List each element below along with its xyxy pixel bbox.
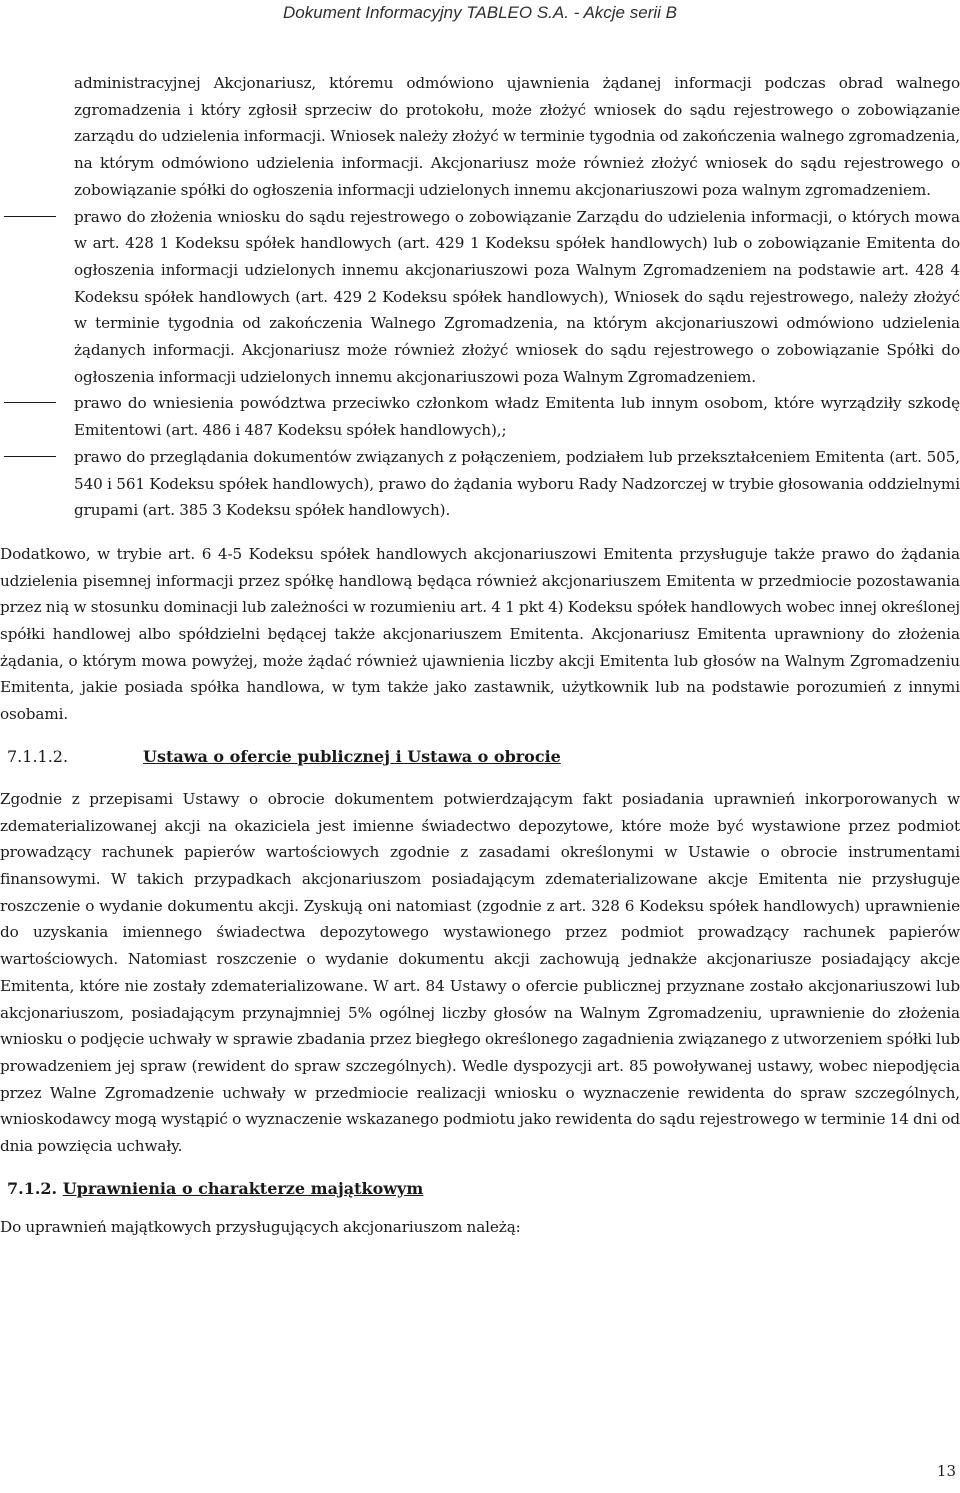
section-7-1-2-body: Do uprawnień majątkowych przysługujących akcjonariuszom należą: [0, 1217, 521, 1236]
section-number: 7.1.1.2. [7, 746, 69, 766]
section-number: 7.1.2. [7, 1178, 58, 1198]
dash-bullet-icon [4, 456, 56, 457]
section-heading-7-1-1-2 [0, 744, 960, 770]
dash-bullet-icon [4, 402, 56, 403]
section-heading-7-1-2 [0, 1176, 960, 1202]
bullet-text: prawo do złożenia wniosku do sądu rejestrowego o zobowiązanie Zarządu do udzielenia informacji, o których mowa w art. 428 1 Kodeksu spółek handlowych (art. 429 1 Kodeksu spółek handlowych) lub o zobowiązanie Emitenta do ogłoszenia informacji udzielonych innemu akcjonariuszowi poza Walnym Zgromadzeniem na podstawie art. 428 4 Kodeksu spółek handlowych (art. 429 2 Kodeksu spółek handlowych), Wniosek do sądu rejestrowego, należy złożyć w terminie tygodnia od zakończenia Walnego Zgromadzenia, na którym akcjonariuszowi odmówiono udzielenia żądanych informacji. Akcjonariusz może również złożyć wniosek do sądu rejestrowego o zobowiązanie Spółki do ogłoszenia informacji udzielonych innemu akcjonariuszowi poza Walnym Zgromadzeniem. [74, 207, 960, 386]
intro-continuation-paragraph: administracyjnej Akcjonariusz, któremu odmówiono ujawnienia żądanej informacji podczas obrad walnego zgromadzenia i który zgłosił sprzeciw do protokołu, może złożyć wniosek do sądu rejestrowego o zobowiązanie zarządu do udzielenia informacji. Wniosek należy złożyć w terminie tygodnia od zakończenia walnego zgromadzenia, na którym odmówiono udzielenia informacji. Akcjonariusz może również złożyć wniosek do sądu rejestrowego o zobowiązanie spółki do ogłoszenia informacji udzielonych innemu akcjonariuszowi poza walnym zgromadzeniem. [74, 74, 960, 199]
running-header: Dokument Informacyjny TABLEO S.A. - Akcje serii B [283, 3, 677, 22]
additional-rights-paragraph: Dodatkowo, w trybie art. 6 4-5 Kodeksu spółek handlowych akcjonariuszowi Emitenta przysługuje także prawo do żądania udzielenia pisemnej informacji przez spółkę handlową będąca również akcjonariuszem Emitenta w przedmiocie pozostawania przez nią w stosunku dominacji lub zależności w rozumieniu art. 4 1 pkt 4) Kodeksu spółek handlowych wobec innej określonej spółki handlowej albo spółdzielni będącej także akcjonariuszem Emitenta. Akcjonariusz Emitenta uprawniony do złożenia żądania, o którym mowa powyżej, może żądać również ujawnienia liczby akcji Emitenta lub głosów na Walnym Zgromadzeniu Emitenta, jakie posiada spółka handlowa, w tym także jako zastawnik, użytkownik lub na podstawie porozumień z innymi osobami. [0, 544, 960, 724]
page-number: 13 [936, 1462, 956, 1480]
bullet-text: prawo do wniesienia powództwa przeciwko członkom władz Emitenta lub innym osobom, które wyrządziły szkodę Emitentowi (art. 486 i 487 Kodeksu spółek handlowych),; [74, 394, 960, 440]
bullet-item-court-motion [0, 204, 960, 391]
bullet-item-document-review [0, 444, 960, 524]
page-content [0, 70, 960, 1240]
dash-bullet-icon [4, 216, 56, 217]
bullet-text: prawo do przeglądania dokumentów związanych z połączeniem, podziałem lub przekształceniem Emitenta (art. 505, 540 i 561 Kodeksu spółek handlowych), prawo do żądania wyboru Rady Nadzorczej w trybie głosowania oddzielnymi grupami (art. 385 3 Kodeksu spółek handlowych). [74, 447, 960, 520]
section-7-1-1-2-body: Zgodnie z przepisami Ustawy o obrocie dokumentem potwierdzającym fakt posiadania uprawnień inkorporowanych w zdematerializowanej akcji na okaziciela jest imienne świadectwo depozytowe, które może być wystawione przez podmiot prowadzący rachunek papierów wartościowych zgodnie z zasadami określonymi w Ustawie o obrocie instrumentami finansowymi. W takich przypadkach akcjonariuszom posiadającym zdematerializowane akcje Emitenta nie przysługuje roszczenie o wydanie dokumentu akcji. Zyskują oni natomiast (zgodnie z art. 328 6 Kodeksu spółek handlowych) uprawnienie do uzyskania imiennego świadectwa depozytowego wystawionego przez podmiot prowadzący rachunek papierów wartościowych. Natomiast roszczenie o wydanie dokumentu akcji zachowują jednakże akcjonariusze posiadający akcje Emitenta, które nie zostały zdematerializowane. W art. 84 Ustawy o ofercie publicznej przyznane zostało akcjonariuszowi lub akcjonariuszom, posiadającym przynajmniej 5% ogólnej liczby głosów na Walnym Zgromadzeniu, uprawnienie do złożenia wniosku o podjęcie uchwały w sprawie zbadania przez biegłego określonego zagadnienia związanego z utworzeniem spółki lub prowadzeniem jej spraw (rewident do spraw szczególnych). Wedle dyspozycji art. 85 powoływanej ustawy, wobec niepodjęcia przez Walne Zgromadzenie uchwały w przedmiocie realizacji wniosku o wyznaczenie rewidenta do spraw szczególnych, wnioskodawcy mogą wystąpić o wyznaczenie wskazanego podmiotu jako rewidenta do sądu rejestrowego w terminie 14 dni od dnia powzięcia uchwały. [0, 789, 960, 1156]
section-title: Ustawa o ofercie publicznej i Ustawa o obrocie [143, 746, 561, 766]
rights-bullet-list [0, 204, 960, 524]
bullet-item-lawsuit [0, 390, 960, 443]
section-title: Uprawnienia o charakterze majątkowym [62, 1178, 424, 1198]
